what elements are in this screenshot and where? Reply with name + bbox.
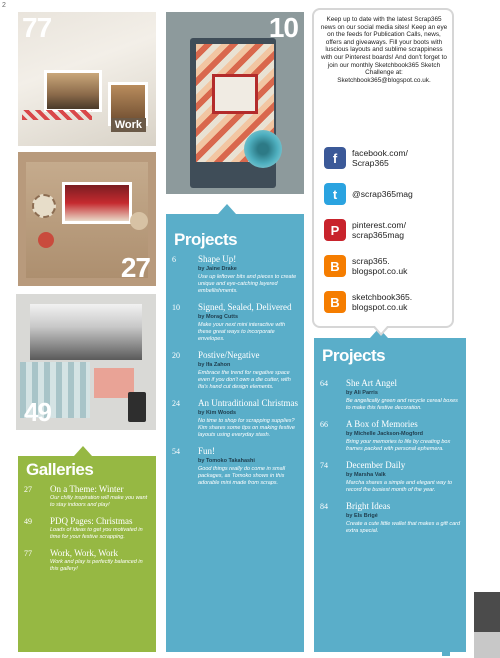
social-link-text[interactable] xyxy=(352,189,413,199)
entry-body xyxy=(50,484,152,509)
pinterest-icon[interactable]: P xyxy=(324,219,346,241)
entry-author: by Jaine Drake xyxy=(198,266,237,272)
contents-entry[interactable] xyxy=(320,378,462,412)
social-link[interactable] xyxy=(324,250,450,282)
entry-title: Fun! xyxy=(198,446,216,456)
projects-panel xyxy=(166,214,304,652)
social-link-line: scrap365. xyxy=(352,256,390,266)
circle-embellishment xyxy=(32,194,56,218)
entry-author: by Ifa Zahon xyxy=(198,362,231,368)
entry-description: Use up leftover bits and pieces to create unique and eye-catching layered embellishments. xyxy=(198,274,297,294)
entry-description: Our chilly inspiration will make you want to stay indoors and play! xyxy=(50,495,148,508)
entry-body xyxy=(346,378,462,412)
entry-description: Bring your memories to life by creating box frames packed with personal ephemera. xyxy=(346,439,451,452)
entry-description: Good things really do come in small packages, as Tomoko shows in this adorable mini made from scraps. xyxy=(198,466,286,486)
panel-title: Projects xyxy=(174,230,238,249)
entry-description: Create a cute little wallet that makes a gift card extra special. xyxy=(346,521,461,534)
thumbnail-work-layout[interactable] xyxy=(18,12,156,146)
entry-description: Work and play is perfectly balanced in this gallery! xyxy=(50,559,143,572)
entry-author: by Kim Woods xyxy=(198,410,237,416)
thumbnail-page-number: 27 xyxy=(120,252,150,283)
entry-author: by Marsha Valk xyxy=(346,472,386,478)
entry-page-number: 66 xyxy=(320,420,328,429)
social-link-line: sketchbook365. xyxy=(352,292,413,302)
thumbnail-christmas-layout[interactable] xyxy=(18,152,156,286)
thumbnail-photo xyxy=(62,182,132,224)
entry-author: by Morag Cutts xyxy=(198,314,239,320)
thumbnail-caption: Work xyxy=(111,118,146,132)
social-link[interactable] xyxy=(324,286,450,318)
entry-body xyxy=(50,516,152,541)
album-frame xyxy=(212,74,258,114)
entry-body xyxy=(346,419,462,453)
twitter-icon[interactable]: t xyxy=(324,183,346,205)
entry-page-number: 24 xyxy=(172,399,180,408)
entry-title: Signed, Sealed, Delivered xyxy=(198,302,292,312)
social-link[interactable] xyxy=(324,178,450,210)
entry-body xyxy=(198,302,300,343)
entry-title: Postive/Negative xyxy=(198,350,260,360)
entry-page-number: 20 xyxy=(172,351,180,360)
entry-body xyxy=(198,350,300,391)
page-edge-tab xyxy=(474,632,500,658)
social-link-line: pinterest.com/ xyxy=(352,220,406,230)
social-link-text[interactable] xyxy=(352,256,407,276)
zigzag-ribbon xyxy=(22,110,92,120)
callout-tip-inner xyxy=(374,325,388,333)
thumbnail-mini-album[interactable] xyxy=(166,12,304,194)
entry-description: Loads of ideas to get you motivated in time for your festive scrapping. xyxy=(50,527,143,540)
entry-body xyxy=(346,501,462,535)
contents-entry[interactable] xyxy=(172,350,300,391)
social-link-line: @scrap365mag xyxy=(352,189,413,199)
contents-entry[interactable] xyxy=(320,419,462,453)
entry-author: by Ali Parris xyxy=(346,390,378,396)
entry-title: A Box of Memories xyxy=(346,419,418,429)
entry-body xyxy=(346,460,462,494)
panel-notch xyxy=(74,446,92,456)
contents-entry[interactable] xyxy=(172,446,300,487)
entry-author: by Tomoko Takahashi xyxy=(198,458,255,464)
entry-title: PDQ Pages: Christmas xyxy=(50,516,133,526)
facebook-icon[interactable]: f xyxy=(324,147,346,169)
panel-notch xyxy=(218,204,236,214)
panel-title: Projects xyxy=(322,346,386,365)
panel-title: Galleries xyxy=(26,460,94,479)
entry-title: On a Theme: Winter xyxy=(50,484,124,494)
entry-title: December Daily xyxy=(346,460,406,470)
entry-page-number: 54 xyxy=(172,447,180,456)
circle-embellishment xyxy=(38,232,54,248)
entry-author: by Michelle Jackson-Mogford xyxy=(346,431,424,437)
projects-panel xyxy=(314,338,466,652)
thumbnail-photo xyxy=(30,304,142,360)
social-link-text[interactable] xyxy=(352,292,412,312)
contents-entry[interactable] xyxy=(172,398,300,439)
entry-title: An Untraditional Christmas xyxy=(198,398,298,408)
social-media-panel xyxy=(312,8,454,328)
flower-embellishment xyxy=(244,130,282,168)
page-edge xyxy=(474,0,500,658)
social-link-line: blogspot.co.uk xyxy=(352,266,408,276)
camera-embellishment xyxy=(128,392,146,422)
social-link-text[interactable] xyxy=(352,220,406,240)
social-intro-text: Keep up to date with the latest Scrap365 news on our social media sites! Keep an eye on the feeds for Publication Calls, news, offers and giveaways. Fill your boots with luscious layouts and sublime scrappiness with our Pinterest boards! And don't forget to join our monthly Sketchbook365 Sketch Challenge at: Sketchbook365@blogspot.co.uk. xyxy=(320,16,448,84)
thumbnail-page-number: 10 xyxy=(268,12,298,43)
contents-entry[interactable] xyxy=(24,548,152,573)
contents-entry[interactable] xyxy=(24,516,152,541)
thumbnail-winter-layout[interactable] xyxy=(16,294,156,430)
entry-body xyxy=(198,398,300,439)
contents-entry[interactable] xyxy=(172,302,300,343)
entries-list xyxy=(320,378,462,542)
entry-description: No time to shop for scrapping supplies? Kim shares some tips on making festive layouts using everyday stash. xyxy=(198,418,295,438)
entry-page-number: 27 xyxy=(24,485,32,494)
thumbnail-page-number: 77 xyxy=(22,12,52,43)
entry-description: Embrace the trend for negative space even if you don't own a die cutter, with Ifa's hand cut design elements. xyxy=(198,370,291,390)
social-link-line: facebook.com/ xyxy=(352,148,408,158)
thumbnail-photo xyxy=(44,70,102,112)
social-link[interactable] xyxy=(324,142,450,174)
entry-author: by Els Brigé xyxy=(346,513,378,519)
entry-page-number: 6 xyxy=(172,255,176,264)
entry-title: Bright Ideas xyxy=(346,501,391,511)
contents-entry[interactable] xyxy=(24,484,152,509)
contents-entry[interactable] xyxy=(172,254,300,295)
entry-title: Work, Work, Work xyxy=(50,548,118,558)
entry-title: She Art Angel xyxy=(346,378,397,388)
social-link-text[interactable] xyxy=(352,148,408,168)
entry-page-number: 49 xyxy=(24,517,32,526)
entry-body xyxy=(198,254,300,295)
entry-title: Shape Up! xyxy=(198,254,237,264)
entry-description: Make your next mini interactive with these great ways to incorporate envelopes. xyxy=(198,322,286,342)
entry-page-number: 10 xyxy=(172,303,180,312)
galleries-panel xyxy=(18,456,156,652)
page-number: 2 xyxy=(2,2,6,9)
thumbnail-page-number: 49 xyxy=(24,397,51,427)
bottom-marker xyxy=(442,652,450,656)
page-edge-tab xyxy=(474,592,500,632)
entries-list xyxy=(172,254,300,494)
entries-list xyxy=(24,484,152,580)
entry-description: Marcha shares a simple and elegant way to record the busiest month of the year. xyxy=(346,480,453,493)
entry-body xyxy=(50,548,152,573)
blogger-icon[interactable]: B xyxy=(324,291,346,313)
social-link-line: blogspot.co.uk xyxy=(352,302,408,312)
contents-entry[interactable] xyxy=(320,460,462,494)
contents-entry[interactable] xyxy=(320,501,462,535)
entry-page-number: 84 xyxy=(320,502,328,511)
social-links-list xyxy=(324,142,450,322)
blogger-icon[interactable]: B xyxy=(324,255,346,277)
entry-description: Be angelically green and recycle cereal boxes to make this festive decoration. xyxy=(346,398,458,411)
social-link[interactable] xyxy=(324,214,450,246)
social-link-line: Scrap365 xyxy=(352,158,389,168)
entry-page-number: 64 xyxy=(320,379,328,388)
entry-body xyxy=(198,446,300,487)
entry-page-number: 74 xyxy=(320,461,328,470)
circle-embellishment xyxy=(130,212,148,230)
entry-page-number: 77 xyxy=(24,549,32,558)
social-link-line: scrap365mag xyxy=(352,230,405,240)
